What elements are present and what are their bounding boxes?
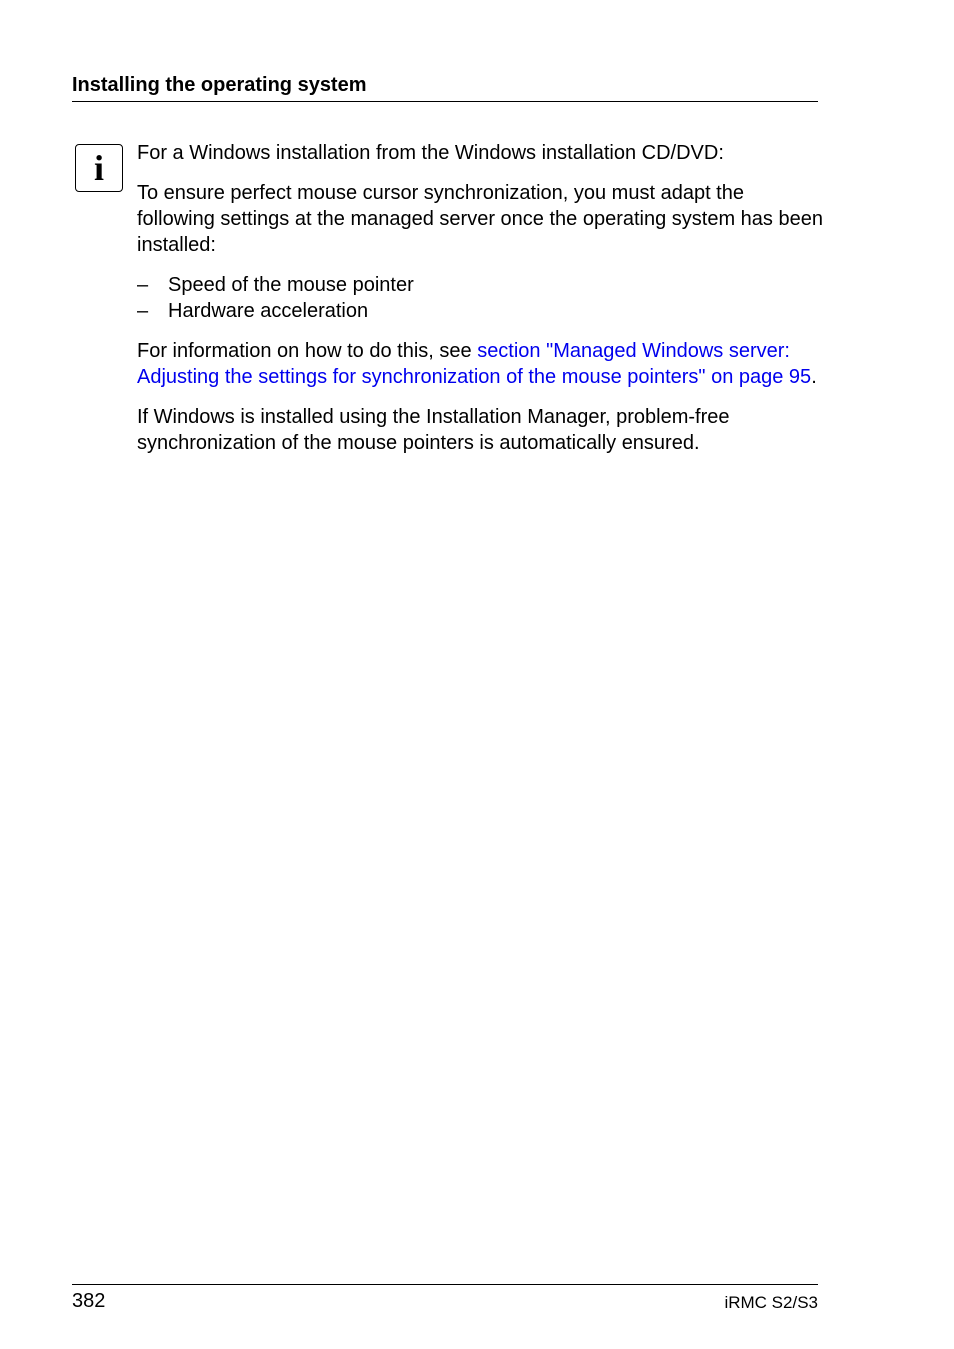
note-intro: For a Windows installation from the Windows installation CD/DVD: — [137, 142, 724, 164]
page-number: 382 — [72, 1290, 106, 1312]
settings-list — [137, 272, 827, 324]
list-item-text: Speed of the mouse pointer — [168, 274, 414, 296]
section-title: Installing the operating system — [72, 74, 367, 96]
note-installation-manager: If Windows is installed using the Installation Manager, problem-free synchronization of the mouse pointers is automatically ensured. — [137, 406, 730, 454]
footer-rule — [72, 1284, 818, 1285]
cross-reference-link[interactable]: section "Managed Windows server: Adjusting the settings for synchronization of the mouse pointers" on page 95 — [137, 340, 812, 388]
bullet-dash: – — [137, 274, 149, 296]
info-note — [137, 140, 827, 456]
note-adapt-settings: To ensure perfect mouse cursor synchronization, you must adapt the following settings at the managed server once the operating system has been installed: — [137, 182, 823, 256]
list-item-text: Hardware acceleration — [168, 300, 369, 322]
note-reference — [137, 338, 827, 390]
list-item — [137, 272, 827, 298]
reference-suffix: . — [811, 366, 817, 388]
running-header — [72, 72, 818, 102]
document-name: iRMC S2/S3 — [724, 1293, 818, 1312]
bullet-dash: – — [137, 300, 149, 322]
info-icon — [75, 144, 123, 192]
info-icon-glyph: i — [93, 148, 104, 188]
reference-prefix: For information on how to do this, see — [137, 340, 478, 362]
list-item — [137, 298, 827, 324]
